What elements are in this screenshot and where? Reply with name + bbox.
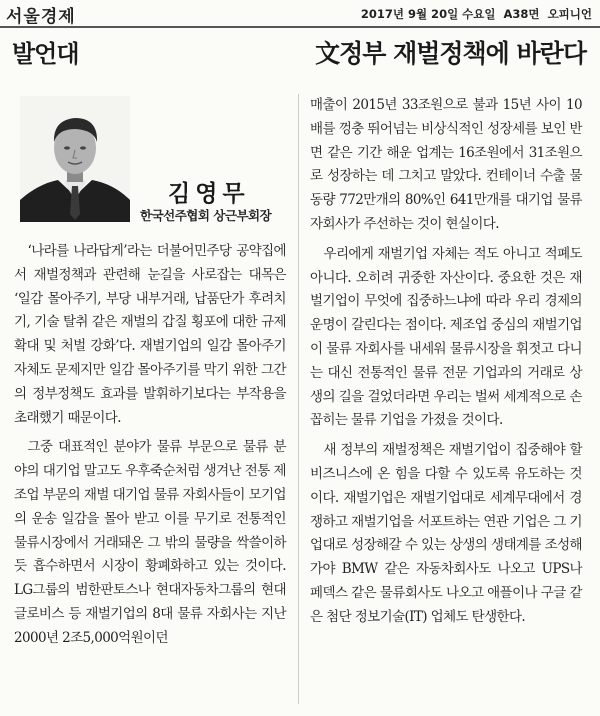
author-name: 김영무 bbox=[168, 181, 250, 207]
paragraph: 새 정부의 재벌정책은 재벌기업이 집중해야 할 비즈니스에 온 힘을 다할 수 있도록 유도하는 것이다. 재벌기업은 재벌기업대로 세계무대에서 경쟁하고 재벌기업을 서포트하는 연관 기업은 그 기업대로 성장해갈 수 있는 상생의 생태계를 조성해 가야 BMW 같은 자동차회사도 나오고 UPS나 페덱스 같은 물류회사도 나오고 애플이나 구글 같은 첨단 정보기술(IT) 업체도 탄생한다. bbox=[310, 442, 582, 625]
column-divider bbox=[298, 94, 299, 704]
issue-date: 2017년 9월 20일 수요일 bbox=[360, 7, 496, 21]
paragraph: 우리에게 재벌기업 자체는 적도 아니고 적폐도 아니다. 오히려 귀중한 자산이다. 중요한 것은 재벌기업이 무엇에 집중하느냐에 따라 우리 경제의 운명이 갈린다는 점이다. 제조업 중심의 재벌기업이 물류 자회사를 내세워 물류시장을 휘젓고 다니는 대신 전통적인 물류 전문 기업과의 거래로 상생의 길을 걸었더라면 우리는 벌써 세계적으로 손꼽히는 물류 기업을 가졌을 것이다. bbox=[310, 245, 582, 429]
column-series-title: 발언대 bbox=[12, 40, 79, 68]
article-body-right-column bbox=[310, 94, 582, 630]
paragraph: 매출이 2015년 33조원으로 불과 15년 사이 10배를 껑충 뛰어넘는 비상식적인 성장세를 보인 반면 같은 기간 해운 업계는 16조원에서 31조원으로 성장하는 데 그치고 말았다. 컨테이너 수출 물동량 772만개의 80%인 641만개를 대기업 물류 자회사가 주선하는 것이 현실이다. bbox=[310, 97, 582, 232]
paragraph: ‘나라를 나라답게’라는 더불어민주당 공약집에서 재벌정책과 관련해 눈길을 사로잡는 대목은 ‘일감 몰아주기, 부당 내부거래, 납품단가 후려치기, 기술 탈취 같은 재벌의 갑질 횡포에 대한 규제 확대 및 처벌 강화’다. 재벌기업의 일감 몰아주기 자체도 문제지만 일감 몰아주기를 막기 위한 그간의 정부정책도 효과를 발휘하기보다는 부작용을 초래했기 때문이다. bbox=[14, 243, 286, 426]
newspaper-name: 서울경제 bbox=[6, 7, 76, 27]
author-title: 한국선주협회 상근부회장 bbox=[140, 208, 272, 223]
paragraph: 그중 대표적인 분야가 물류 부문으로 물류 분야의 대기업 말고도 우후죽순처럼 생겨난 전통 제조업 부문의 재벌 대기업 물류 자회사들이 모기업의 운송 일감을 몰아 받고 이를 무기로 전통적인 물류시장에서 거래돼온 그 밖의 물량을 싹쓸이하듯 흡수하면서 시장이 황폐화하고 있는 것이다. LG그룹의 범한판토스나 현대자동차그룹의 현대글로비스 등 재벌기업의 8대 물류 자회사는 지난 2000년 2조5,000억원이던 bbox=[14, 439, 286, 646]
issue-info bbox=[357, 6, 592, 22]
masthead bbox=[0, 0, 600, 28]
article-headline: 文정부 재벌정책에 바란다 bbox=[315, 39, 586, 68]
section-label: 오피니언 bbox=[547, 7, 592, 21]
article-body-left-column bbox=[14, 240, 286, 651]
author-photo bbox=[20, 96, 130, 222]
page-number: A38면 bbox=[503, 7, 540, 21]
